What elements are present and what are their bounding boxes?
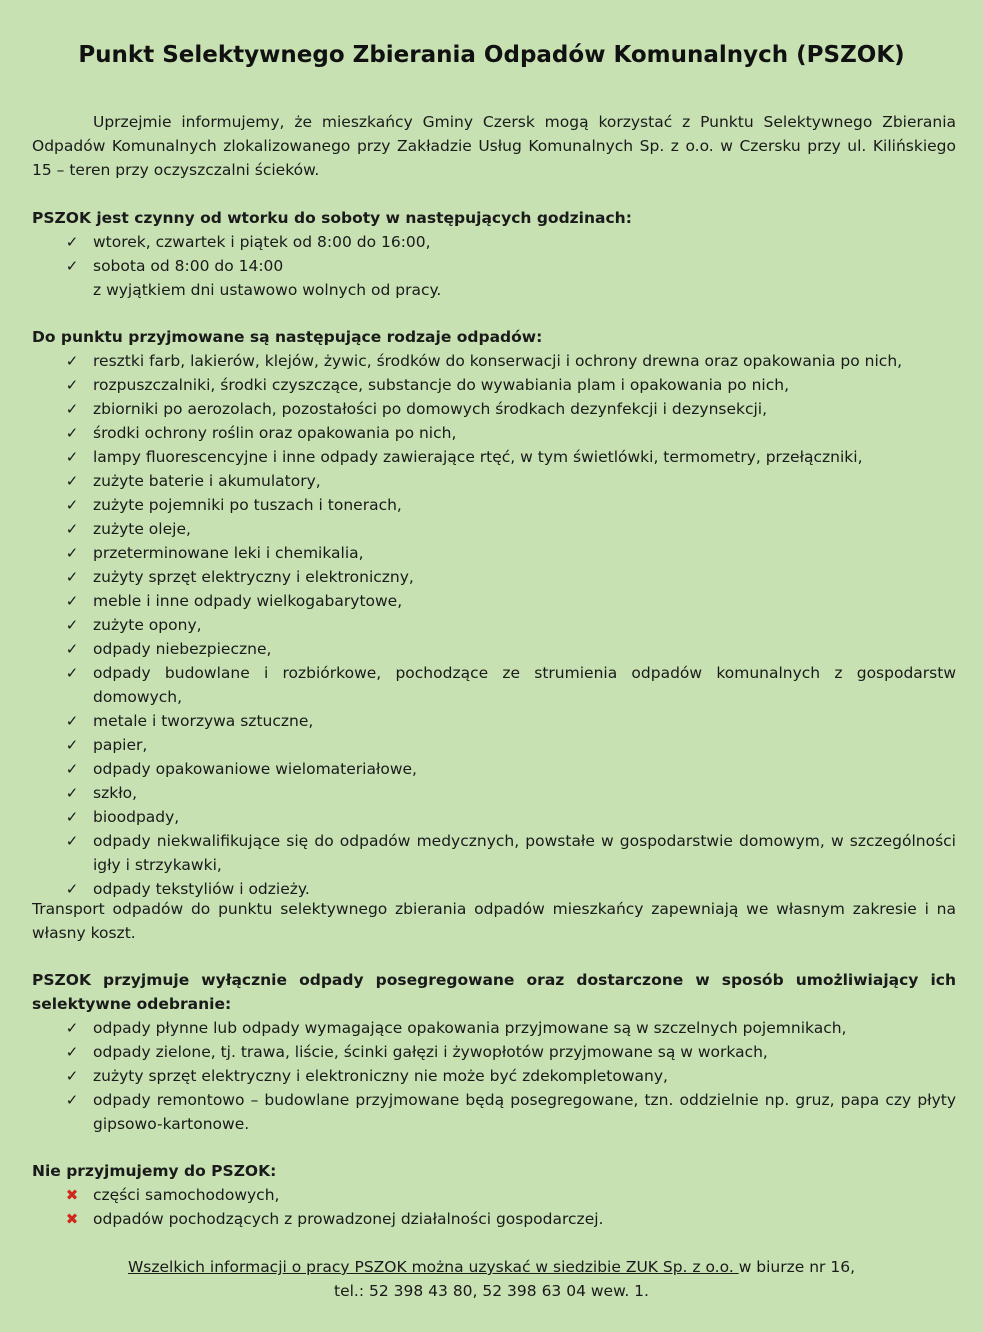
checkmark-icon [62,1016,82,1040]
checkmark-icon [62,661,82,685]
checkmark-icon [62,397,82,421]
footer [0,1255,983,1303]
checkmark-icon [62,493,82,517]
checkmark-icon [62,373,82,397]
list-item: ✓ przeterminowane leki i chemikalia, [32,541,956,565]
checkmark-icon [62,541,82,565]
checkmark-icon [62,421,82,445]
list-item: ✓ odpady opakowaniowe wielomateriałowe, [32,757,956,781]
list-item: ✓ zużyte baterie i akumulatory, [32,469,956,493]
checkmark-icon [62,445,82,469]
list-item: ✓ zużyty sprzęt elektryczny i elektroniczny nie może być zdekompletowany, [32,1064,956,1088]
list-item: ✓ odpady płynne lub odpady wymagające opakowania przyjmowane są w szczelnych pojemnikach, [32,1016,956,1040]
checkmark-icon [62,1040,82,1064]
list-item: ✓ zbiorniki po aerozolach, pozostałości po domowych środkach dezynfekcji i dezynsekcji, [32,397,956,421]
list-item: ✓ resztki farb, lakierów, klejów, żywic, środków do konserwacji i ochrony drewna oraz opakowania po nich, [32,349,956,373]
list-item: ✓ odpady budowlane i rozbiórkowe, pochodzące ze strumienia odpadów komunalnych z gospodarstw domowych, [32,661,956,709]
hours-note: z wyjątkiem dni ustawowo wolnych od pracy. [93,281,442,299]
contact-link[interactable]: Wszelkich informacji o pracy PSZOK można uzyskać w siedzibie ZUK Sp. z o.o. [127,1258,739,1276]
rejected-heading: Nie przyjmujemy do PSZOK: [32,1162,277,1180]
page-title: Punkt Selektywnego Zbierania Odpadów Komunalnych (PSZOK) [78,42,905,68]
checkmark-icon [62,757,82,781]
list-item: ✖ części samochodowych, [32,1183,956,1207]
checkmark-icon [62,565,82,589]
checkmark-icon [62,1088,82,1112]
hours-list [32,230,956,302]
list-item: ✓ odpady tekstyliów i odzieży. [32,877,956,901]
list-item: ✓ szkło, [32,781,956,805]
list-item: ✓ zużyty sprzęt elektryczny i elektroniczny, [32,565,956,589]
list-item: ✓ odpady niebezpieczne, [32,637,956,661]
checkmark-icon [62,637,82,661]
checkmark-icon [62,517,82,541]
cross-icon [62,1183,82,1207]
list-item: ✓ sobota od 8:00 do 14:00 [32,254,956,278]
list-item: ✓ odpady niekwalifikujące się do odpadów medycznych, powstałe w gospodarstwie domowym, w szczególności igły i strzykawki, [32,829,956,877]
conditions-heading: PSZOK przyjmuje wyłącznie odpady posegregowane oraz dostarczone w sposób umożliwiający ich selektywne odebranie: [32,971,956,1013]
list-item: ✓ zużyte oleje, [32,517,956,541]
list-item: ✓ rozpuszczalniki, środki czyszczące, substancje do wywabiania plam i opakowania po nich, [32,373,956,397]
list-item: ✓ lampy fluorescencyjne i inne odpady zawierające rtęć, w tym świetlówki, termometry, przełączniki, [32,445,956,469]
intro-paragraph: Uprzejmie informujemy, że mieszkańcy Gminy Czersk mogą korzystać z Punktu Selektywnego Zbierania Odpadów Komunalnych zlokalizowanego przy Zakładzie Usług Komunalnych Sp. z o.o. w Czersku przy ul. Kilińskiego 15 – teren przy oczyszczalni ścieków. [32,113,956,179]
checkmark-icon [62,829,82,853]
list-item: ✓ bioodpady, [32,805,956,829]
checkmark-icon [62,805,82,829]
accepted-heading: Do punktu przyjmowane są następujące rodzaje odpadów: [32,328,543,346]
transport-paragraph: Transport odpadów do punktu selektywnego zbierania odpadów mieszkańcy zapewniają we własnym zakresie i na własny koszt. [32,900,956,942]
hours-heading: PSZOK jest czynny od wtorku do soboty w następujących godzinach: [32,209,632,227]
list-item: ✓ środki ochrony roślin oraz opakowania po nich, [32,421,956,445]
checkmark-icon [62,589,82,613]
list-item: ✖ odpadów pochodzących z prowadzonej działalności gospodarczej. [32,1207,956,1231]
list-item: ✓ odpady zielone, tj. trawa, liście, ścinki gałęzi i żywopłotów przyjmowane są w workach, [32,1040,956,1064]
list-item: ✓ metale i tworzywa sztuczne, [32,709,956,733]
list-item: ✓ wtorek, czwartek i piątek od 8:00 do 16:00, [32,230,956,254]
cross-icon [62,1207,82,1231]
checkmark-icon [62,1064,82,1088]
footer-line-1: Wszelkich informacji o pracy PSZOK można uzyskać w siedzibie ZUK Sp. z o.o. w biurze nr 16, [127,1258,856,1276]
accepted-list [32,349,956,901]
list-item: ✓ zużyte pojemniki po tuszach i tonerach, [32,493,956,517]
checkmark-icon [62,613,82,637]
checkmark-icon [62,349,82,373]
footer-phone: tel.: 52 398 43 80, 52 398 63 04 wew. 1. [334,1282,649,1300]
list-item: ✓ odpady remontowo – budowlane przyjmowane będą posegregowane, tzn. oddzielnie np. gruz, papa czy płyty gipsowo-kartonowe. [32,1088,956,1136]
list-item: ✓ papier, [32,733,956,757]
checkmark-icon [62,254,82,278]
list-item: ✓ meble i inne odpady wielkogabarytowe, [32,589,956,613]
checkmark-icon [62,781,82,805]
checkmark-icon [62,733,82,757]
rejected-list [32,1183,956,1231]
checkmark-icon [62,230,82,254]
checkmark-icon [62,469,82,493]
checkmark-icon [62,709,82,733]
conditions-list [32,1016,956,1136]
list-item: ✓ zużyte opony, [32,613,956,637]
